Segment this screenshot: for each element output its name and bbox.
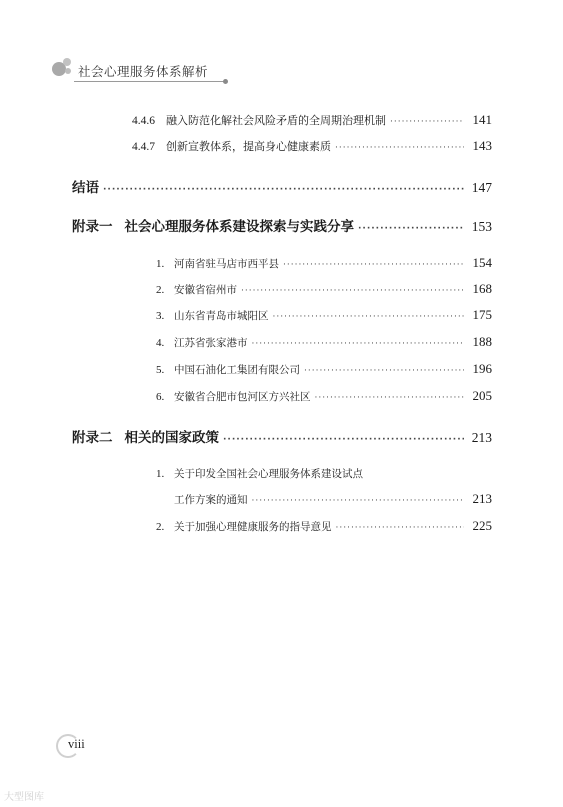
toc-entry-appendix-1[interactable] [72,215,492,235]
item-number: 1. [156,468,165,480]
item-number: 3. [156,310,165,322]
dot-leader [103,185,464,195]
item-title: 江苏省张家港市 [174,337,248,349]
dot-leader [304,366,464,376]
entry-title: 结语 [72,180,99,196]
toc-policy-1-line-1[interactable] [156,466,492,481]
page-number: viii [68,737,85,751]
entry-title: 创新宣教体系，提高身心健康素质 [166,140,331,153]
entry-page: 147 [471,180,492,195]
page-footer [56,734,116,758]
item-page: 154 [472,255,492,270]
appendix-label: 附录一 [72,219,113,235]
toc-item-6[interactable] [156,388,492,404]
item-page: 205 [472,388,492,403]
dot-leader [223,435,464,445]
item-page: 175 [472,307,492,322]
item-number: 1. [156,258,165,270]
item-title: 关于印发全国社会心理服务体系建设试点 [174,468,363,480]
item-title: 中国石油化工集团有限公司 [174,364,300,376]
dot-leader [390,117,464,127]
toc-entry-4-4-7[interactable] [132,138,492,154]
entry-page: 143 [472,138,492,153]
toc-item-5[interactable] [156,361,492,377]
item-page: 168 [472,281,492,296]
toc-entry-4-4-6[interactable] [132,112,492,128]
item-page: 196 [472,361,492,376]
item-title: 河南省驻马店市西平县 [174,258,279,270]
header-title: 社会心理服务体系解析 [78,64,209,79]
item-number: 5. [156,364,165,376]
item-page: 213 [472,491,492,506]
dot-leader [241,286,464,296]
dot-leader [336,523,465,533]
dot-leader [252,339,465,349]
toc-item-4[interactable] [156,334,492,350]
item-number: 4. [156,337,165,349]
toc-entry-conclusion[interactable] [72,176,492,196]
entry-title: 融入防范化解社会风险矛盾的全周期治理机制 [166,114,386,127]
appendix-label: 附录二 [72,430,113,446]
item-title: 安徽省合肥市包河区方兴社区 [174,391,311,403]
dot-leader [315,393,465,403]
item-number: 2. [156,284,165,296]
watermark: 大型图库 [4,792,44,803]
dot-leader [335,143,464,153]
running-header [52,56,252,86]
toc-item-1[interactable] [156,255,492,271]
entry-title: 社会心理服务体系建设探索与实践分享 [124,219,354,235]
header-rule [74,81,224,82]
entry-page: 141 [472,112,492,127]
item-page: 225 [472,518,492,533]
entry-page: 153 [471,219,492,234]
toc-policy-2[interactable] [156,518,492,534]
entry-number: 4.4.7 [132,141,155,153]
dot-leader [283,260,464,270]
item-title-continued: 工作方案的通知 [174,494,248,506]
toc-entry-appendix-2[interactable] [72,426,492,446]
toc-policy-1-line-2[interactable] [174,491,492,507]
dot-leader [252,496,465,506]
entry-page: 213 [471,430,492,445]
toc-item-3[interactable] [156,307,492,323]
dot-leader [358,224,464,234]
item-number: 2. [156,521,165,533]
header-dots-icon [52,56,76,80]
toc-item-2[interactable] [156,281,492,297]
item-title: 安徽省宿州市 [174,284,237,296]
item-number: 6. [156,391,165,403]
item-page: 188 [472,334,492,349]
item-title: 关于加强心理健康服务的指导意见 [174,521,332,533]
item-title: 山东省青岛市城阳区 [174,310,269,322]
header-rule-dot [223,79,228,84]
dot-leader [273,312,465,322]
entry-number: 4.4.6 [132,115,155,127]
entry-title: 相关的国家政策 [124,430,219,446]
